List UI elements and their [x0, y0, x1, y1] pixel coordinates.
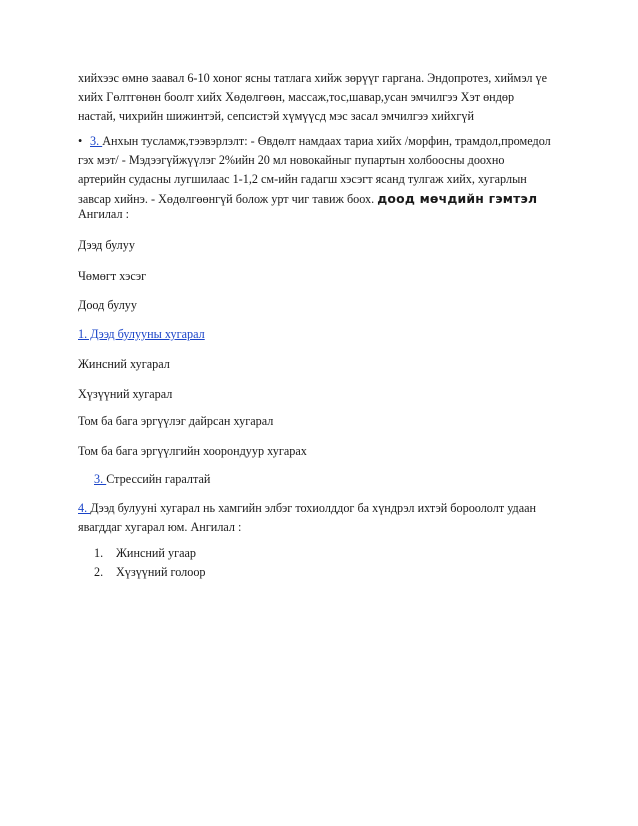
fracture-item: Том ба бага эргүүлгийн хоорондуур хугарах — [78, 444, 307, 458]
fracture-item-label: Жинсний хугарал — [78, 357, 170, 371]
list-item — [94, 563, 584, 582]
numbered-list — [94, 544, 584, 582]
paragraph-line: хийх Гөлтгөнөн боолт хийх Хөдөлгөөн, массаж,тос,шавар,усан эмчилгээ Хэт өндөр — [78, 90, 515, 104]
paragraph-line: хийхээс өмнө заавал 6-10 хоног ясны татлага хийж зөрүүг гаргана. Эндопротез, хиймэл үе — [78, 71, 548, 85]
fracture-item: Том ба бага эргүүлэг дайрсан хугарал — [78, 414, 274, 428]
list-number: 1. — [94, 546, 104, 560]
paragraph-line: артерийн судасны лугшилаас 1-1,2 см-ийн гадагш хэсэгт ясанд тулгаж хийх, хугарлын — [78, 172, 527, 186]
paragraph-intro — [78, 69, 568, 126]
section-link-1[interactable]: 1. Дээд булууны хугарал — [78, 327, 205, 341]
classification-label: Ангилал : — [78, 207, 129, 221]
section-3-label: Стрессийн гаралтай — [106, 472, 211, 486]
paragraph-line: гэх мэт/ - Мэдээгүйжүүлэг 2%ийн 20 мл новокайныг пупартын холбоосны доохно — [78, 153, 505, 167]
paragraph-line: настай, чихрийн шижинтэй, сепсистэй хүмүүсд мэс засал эмчилгээ хийхгүй — [78, 109, 475, 123]
paragraph-line: завсар хийнэ. - Хөдөлгөөнгүй болож урт чиг тавиж боох. — [78, 192, 378, 206]
classification-item: Дээд булуу — [78, 238, 135, 252]
fracture-item — [78, 355, 568, 374]
bullet-icon: • — [78, 134, 83, 148]
classification-item: Доод булуу — [78, 298, 137, 312]
section-link-4[interactable]: 4. — [78, 501, 91, 515]
list-number: 2. — [94, 565, 104, 579]
section-1-heading — [78, 325, 568, 344]
paragraph-line: Анхын тусламж,тээвэрлэлт: - Өвдөлт намдаах тариа хийх /морфин, трамдол,промедол — [102, 134, 551, 148]
section-heading: доод мөчдийн гэмтэл — [377, 191, 538, 206]
paragraph-first-aid — [78, 132, 568, 209]
list-item-label: Жинсний угаар — [116, 546, 196, 560]
section-link-3b[interactable]: 3. — [94, 472, 107, 486]
section-3-item — [94, 470, 584, 489]
list-item — [94, 544, 584, 563]
paragraph-line: Дээд булууні хугарал нь хамгийн элбэг тохиолддог ба хүндрэл ихтэй бороололт удаан — [90, 501, 537, 515]
paragraph-line: явагддаг хугарал юм. Ангилал : — [78, 520, 242, 534]
section-link-3[interactable]: 3. — [90, 134, 103, 148]
list-item-label: Хүзүүний голоор — [116, 565, 206, 579]
paragraph-section-4 — [78, 499, 568, 537]
classification-item: Чөмөгт хэсэг — [78, 269, 147, 283]
fracture-item: Хүзүүний хугарал — [78, 387, 173, 401]
